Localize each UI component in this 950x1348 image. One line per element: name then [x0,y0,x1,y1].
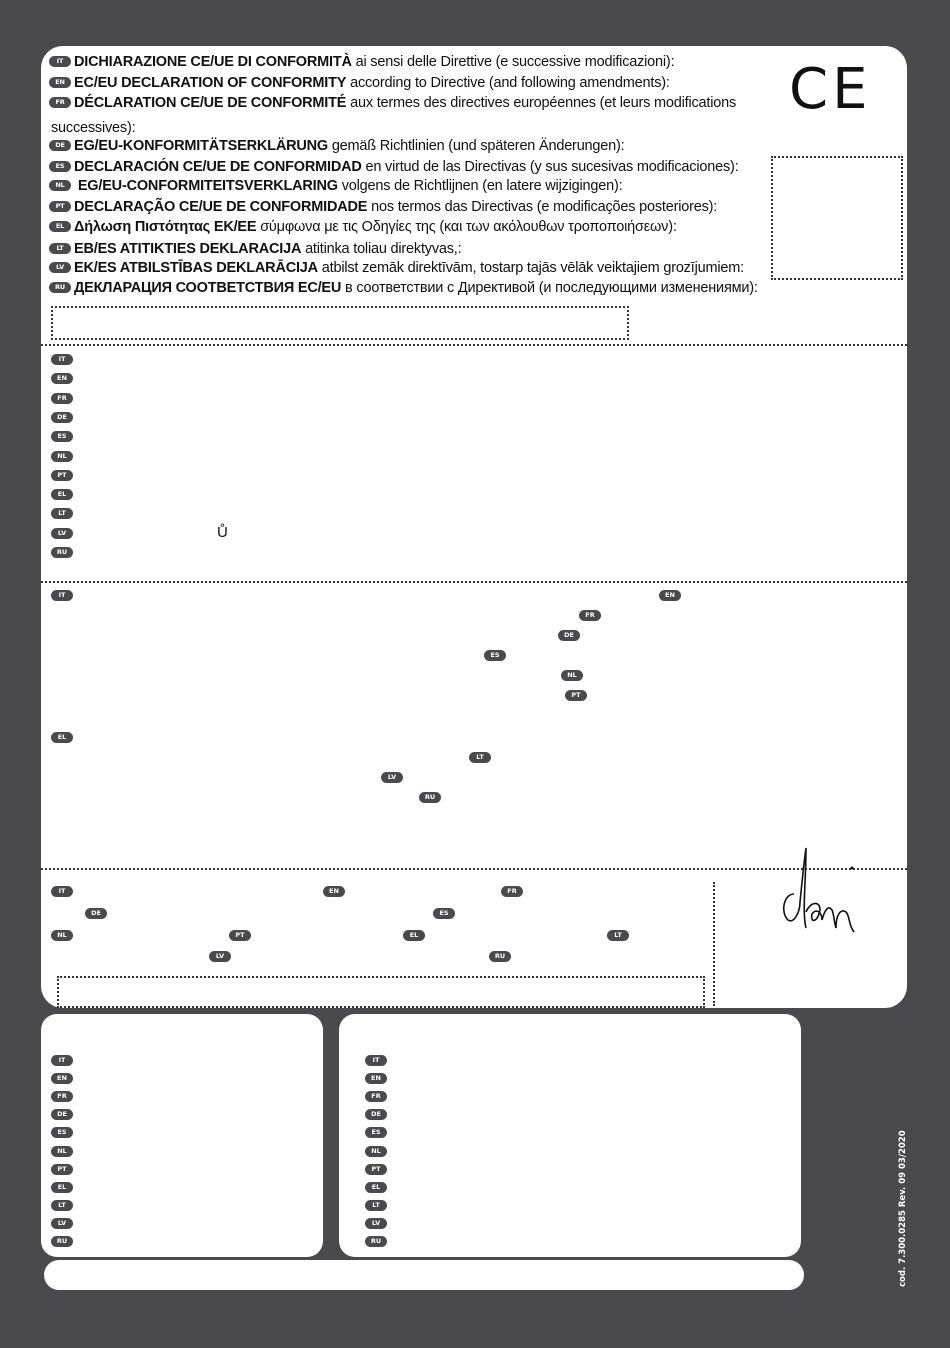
lang-badge-de: DE [49,140,71,151]
lang-badge-ru: RU [365,1236,387,1247]
lang-badge-nl: NL [51,1146,73,1157]
declaration-title: EB/ES ATITIKTIES DEKLARACIJA [74,241,302,257]
lang-badge-ru: RU [49,282,71,293]
declaration-title: DECLARAÇÃO CE/UE DE CONFORMIDADE [74,199,368,215]
lang-badge-el: EL [403,930,425,941]
declaration-text: nos termos das Directivas (e modificações posteriores): [367,199,718,215]
lang-badge-pt: PT [365,1164,387,1175]
declaration-line-el [49,219,677,235]
declaration-title: DÉCLARATION CE/UE DE CONFORMITÉ [74,95,347,111]
stray-char: Ů [217,524,228,541]
declaration-line-de [49,138,624,154]
lang-badge-nl: NL [51,930,73,941]
lang-badge-de: DE [51,1109,73,1120]
declaration-text: ai sensi delle Direttive (e successive modificazioni): [351,54,675,70]
declaration-title: EC/EU DECLARATION OF CONFORMITY [74,75,347,91]
lang-badge-lv: LV [51,528,73,539]
lang-badge-es: ES [433,908,455,919]
address-panel [339,1014,801,1257]
declaration-title: DECLARACIÓN CE/UE DE CONFORMIDAD [74,159,362,175]
footer-strip [44,1260,804,1290]
lang-badge-fr: FR [51,1091,73,1102]
product-field[interactable] [51,306,629,340]
lang-badge-de: DE [365,1109,387,1120]
lang-badge-lt: LT [51,1200,73,1211]
lang-badge-it: IT [49,56,71,67]
lang-badge-ru: RU [51,547,73,558]
lang-badge-fr: FR [49,97,71,108]
lang-badge-el: EL [49,221,71,232]
declaration-title: ДЕКЛАРАЦИЯ СООТВЕТСТВИЯ ЕС/EU [74,280,342,296]
lang-badge-de: DE [51,412,73,423]
declaration-line-lv [49,260,744,276]
lang-badge-lv: LV [381,772,403,783]
lang-badge-es: ES [49,161,71,172]
lang-badge-nl: NL [365,1146,387,1157]
lang-badge-pt: PT [51,1164,73,1175]
declaration-line-ru [49,280,758,296]
lang-badge-lt: LT [607,930,629,941]
stamp-box [771,156,903,280]
lang-badge-es: ES [51,431,73,442]
lang-badge-en: EN [365,1073,387,1084]
lang-badge-pt: PT [49,201,71,212]
lang-badge-en: EN [51,1073,73,1084]
lang-badge-fr: FR [365,1091,387,1102]
declaration-line-en [49,75,670,91]
lang-badge-el: EL [365,1182,387,1193]
declaration-line-lt [49,241,461,257]
declaration-line-es [49,159,738,175]
declaration-title: DICHIARAZIONE CE/UE DI CONFORMITÀ [74,54,352,70]
declaration-line-nl [49,178,622,194]
lang-badge-lv: LV [365,1218,387,1229]
lang-badge-nl: NL [561,670,583,681]
lang-badge-it: IT [51,886,73,897]
declaration-panel [41,46,907,1008]
lang-badge-nl: NL [51,451,73,462]
lang-badge-lv: LV [51,1218,73,1229]
lang-badge-de: DE [85,908,107,919]
declaration-line-cont [51,120,135,136]
lang-badge-pt: PT [229,930,251,941]
declaration-text: в соответствии с Директивой (и последующими изменениями): [341,280,758,296]
lang-badge-en: EN [323,886,345,897]
declaration-line-fr [49,95,736,111]
lang-badge-de: DE [558,630,580,641]
declaration-title: EG/EU-CONFORMITEITSVERKLARING [74,178,338,194]
lang-badge-pt: PT [565,690,587,701]
declaration-title: EG/EU-KONFORMITÄTSERKLÄRUNG [74,138,328,154]
lang-badge-lt: LT [51,508,73,519]
declaration-text: σύμφωνα με τις Οδηγίες της (και των ακόλουθων τροποποιήσεων): [256,219,677,235]
lang-badge-it: IT [51,590,73,601]
lang-badge-ru: RU [419,792,441,803]
document-code: cod. 7.300.0285 Rev. 09 03/2020 [898,1130,908,1287]
divider [41,344,907,346]
lang-badge-el: EL [51,732,73,743]
lang-badge-en: EN [659,590,681,601]
lang-badge-it: IT [51,1055,73,1066]
declaration-title: Δήλωση Πιστότητας ΕΚ/ΕΕ [74,219,257,235]
lang-badge-el: EL [51,489,73,500]
lang-badge-en: EN [51,373,73,384]
declaration-text: successives): [51,120,136,136]
declaration-title: EK/ES ATBILSTĪBAS DEKLARĀCIJA [74,260,318,276]
lang-badge-lt: LT [365,1200,387,1211]
lang-badge-en: EN [49,77,71,88]
vertical-divider [713,882,715,1006]
lang-badge-fr: FR [501,886,523,897]
declaration-line-pt [49,199,717,215]
lang-badge-fr: FR [579,610,601,621]
lang-badge-es: ES [51,1127,73,1138]
lang-badge-es: ES [484,650,506,661]
declaration-text: according to Directive (and following amendments): [346,75,670,91]
signatory-field[interactable] [57,976,705,1008]
manufacturer-panel [41,1014,323,1257]
declaration-text: en virtud de las Directivas (y sus sucesivas modificaciones): [361,159,739,175]
lang-badge-it: IT [365,1055,387,1066]
lang-badge-el: EL [51,1182,73,1193]
lang-badge-lt: LT [469,752,491,763]
lang-badge-it: IT [51,354,73,365]
declaration-text: atitinka toliau direktyvas,: [301,241,462,257]
declaration-text: volgens de Richtlijnen (en latere wijzigingen): [337,178,623,194]
declaration-text: aux termes des directives européennes (et leurs modifications [346,95,737,111]
lang-badge-lt: LT [49,243,71,254]
declaration-line-it [49,54,674,70]
declaration-text: atbilst zemāk direktīvām, tostarp tajās vēlāk veiktajiem grozījumiem: [317,260,744,276]
lang-badge-nl: NL [49,180,71,191]
declaration-text: gemäß Richtlinien (und späteren Änderungen): [327,138,625,154]
lang-badge-es: ES [365,1127,387,1138]
lang-badge-lv: LV [209,951,231,962]
lang-badge-lv: LV [49,262,71,273]
divider [41,581,907,583]
signature-image [776,842,866,938]
lang-badge-ru: RU [51,1236,73,1247]
lang-badge-pt: PT [51,470,73,481]
lang-badge-fr: FR [51,393,73,404]
ce-mark: CE [789,57,872,122]
lang-badge-ru: RU [489,951,511,962]
